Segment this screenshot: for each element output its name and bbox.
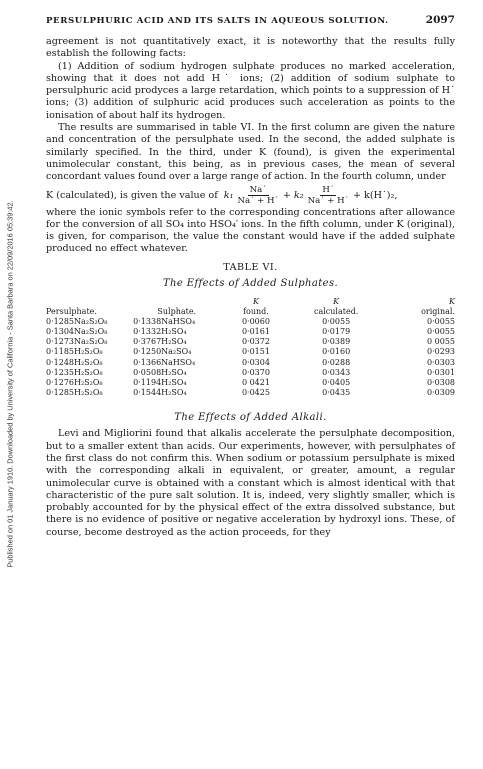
table-row bbox=[46, 388, 455, 398]
formula-k2: k₂ bbox=[293, 190, 304, 202]
cell-k-found: 0·0304 bbox=[241, 357, 270, 367]
cell-k-original: 0·0055 bbox=[427, 326, 455, 336]
cell-sulphate: 0·1332H₂SO₄ bbox=[133, 326, 187, 336]
page-header bbox=[46, 14, 455, 34]
formula-tail: + k(H˙)₂, bbox=[352, 190, 398, 202]
cell-k-calculated: 0·0179 bbox=[322, 326, 351, 336]
fraction-denominator: Na˙ + H˙ bbox=[237, 196, 279, 207]
table-caption: TABLE VI. bbox=[223, 261, 278, 273]
cell-persulphate: 0·1185H₂S₂O₈ bbox=[46, 347, 103, 357]
cell-k-found: 0·0370 bbox=[241, 367, 270, 377]
header-found-label: found. bbox=[243, 306, 269, 316]
table-title: The Effects of Added Sulphates. bbox=[162, 277, 339, 289]
paragraph-results-start: The results are summarised in table VI. In the first column are given the nature and concentration of the persulphate used. In the second, the added sulphate is similarly specified. In the third, under K (found), is given the experimental unimolecular constant, this being, as in previous cases, the mean of several concordant values found over a large range of action. In the fourth column, under bbox=[46, 122, 455, 183]
cell-k-original: 0·0309 bbox=[427, 388, 455, 398]
page bbox=[46, 14, 455, 539]
table-row bbox=[46, 347, 455, 357]
cell-k-calculated: 0·0389 bbox=[322, 337, 351, 347]
formula-fraction-sodium bbox=[235, 185, 280, 206]
cell-k-calculated: 0·0405 bbox=[322, 377, 351, 387]
fraction-numerator: H˙ bbox=[322, 185, 335, 196]
header-sulphate: Sulphate. bbox=[157, 306, 197, 316]
fraction-numerator: Na˙ bbox=[249, 185, 267, 196]
table-row bbox=[46, 317, 455, 327]
cell-sulphate: 0·1544H₂SO₄ bbox=[133, 388, 187, 398]
formula-fraction-hydrogen bbox=[306, 185, 351, 206]
table-row bbox=[46, 368, 455, 378]
cell-k-original: 0·0055 bbox=[427, 316, 455, 326]
cell-k-calculated: 0·0343 bbox=[322, 367, 351, 377]
cell-sulphate: 0·0508H₂SO₄ bbox=[133, 367, 187, 377]
paragraph-results-end: where the ionic symbols refer to the corresponding concentrations after allowance for the conversion of all SO₄ into HSO₄′ ions. In the fifth column, under K (original), is given, for comparison, the value the constant would have if the added sulphate produced no effect whatever. bbox=[46, 206, 455, 255]
paragraph-results bbox=[46, 122, 455, 256]
cell-k-calculated: 0·0435 bbox=[322, 388, 351, 398]
cell-sulphate: 0·1338NaHSO₄ bbox=[133, 316, 196, 326]
cell-k-original: 0·0308 bbox=[427, 377, 455, 387]
fraction-denominator: Na˙ + H˙ bbox=[307, 196, 349, 207]
formula-k1: k₁ bbox=[223, 190, 234, 202]
cell-persulphate: 0·1273Na₂S₂O₈ bbox=[46, 337, 108, 347]
table-body bbox=[46, 317, 455, 399]
cell-persulphate: 0·1285Na₂S₂O₈ bbox=[46, 316, 108, 326]
paragraph-intro: agreement is not quantitatively exact, it is noteworthy that the results fully establish the following facts: bbox=[46, 36, 455, 60]
cell-k-original: 0·0301 bbox=[427, 367, 455, 377]
cell-k-calculated: 0·0055 bbox=[322, 316, 351, 326]
section-title-alkali: The Effects of Added Alkali. bbox=[174, 412, 327, 424]
cell-k-found: 0·0060 bbox=[241, 316, 270, 326]
formula-plus: + bbox=[282, 190, 291, 202]
cell-persulphate: 0·1285H₂S₂O₈ bbox=[46, 388, 103, 398]
header-k-calculated bbox=[292, 297, 381, 317]
header-calculated-label: calculated. bbox=[313, 306, 359, 316]
table-header-row bbox=[46, 297, 455, 317]
table-row bbox=[46, 327, 455, 337]
cell-persulphate: 0·1235H₂S₂O₈ bbox=[46, 367, 103, 377]
cell-persulphate: 0·1276H₂S₂O₈ bbox=[46, 377, 103, 387]
download-watermark-sidebar bbox=[0, 0, 20, 769]
cell-k-found: 0·0372 bbox=[241, 337, 270, 347]
running-title: PERSULPHURIC ACID AND ITS SALTS IN AQUEOUS SOLUTION. bbox=[46, 16, 389, 26]
header-original-label: original. bbox=[421, 306, 455, 316]
cell-k-found: 0 0421 bbox=[241, 377, 270, 387]
formula-lead-text: K (calculated), is given the value of bbox=[46, 190, 218, 202]
cell-sulphate: 0·1194H₂SO₄ bbox=[133, 377, 187, 387]
formula-line bbox=[46, 185, 455, 207]
cell-k-calculated: 0·0160 bbox=[322, 347, 351, 357]
cell-k-original: 0·0303 bbox=[427, 357, 455, 367]
header-k-original bbox=[381, 297, 455, 317]
cell-k-original: 0·0293 bbox=[427, 347, 455, 357]
cell-sulphate: 0·1250Na₂SO₄ bbox=[133, 347, 192, 357]
paragraph-alkali: Levi and Migliorini found that alkalis accelerate the persulphate decomposition, but to a smaller extent than acids. Our experiments, however, with persulphates of the first class do not confirm this. When sodium or potassium persulphate is mixed with the corresponding alkali in equivalent, or greater, amount, a regular unimolecular curve is obtained with a constant which is almost identical with that characteristic of the pure salt solution. It is, indeed, very slightly smaller, which is probably accounted for by the physical effect of the extra dissolved substance, but there is no evidence of positive or negative acceleration by hydroxyl ions. These, of course, become destroyed as the action proceeds, for they bbox=[46, 428, 455, 538]
table-row bbox=[46, 337, 455, 347]
cell-k-found: 0·0425 bbox=[241, 388, 270, 398]
cell-sulphate: 0·1366NaHSO₄ bbox=[133, 357, 196, 367]
header-k-symbol: K bbox=[449, 296, 455, 306]
header-k-symbol: K bbox=[333, 296, 340, 306]
cell-persulphate: 0·1304Na₂S₂O₈ bbox=[46, 326, 108, 336]
table-row bbox=[46, 378, 455, 388]
cell-k-calculated: 0·0288 bbox=[322, 357, 351, 367]
header-k-found bbox=[220, 297, 291, 317]
cell-sulphate: 0·3767H₂SO₄ bbox=[133, 337, 187, 347]
page-number: 2097 bbox=[425, 14, 455, 26]
cell-k-original: 0 0055 bbox=[427, 337, 455, 347]
paragraph-facts: (1) Addition of sodium hydrogen sulphate produces no marked acceleration, showing that it does not add H˙ ions; (2) addition of sodium sulphate to persulphuric acid prodyces a large retardation, which points to a suppression of H˙ ions; (3) addition of sulphuric acid produces such acceleration as points to the ionisation of about half its hydrogen. bbox=[46, 60, 455, 121]
cell-k-found: 0·0161 bbox=[241, 326, 270, 336]
header-persulphate: Persulphate. bbox=[46, 306, 97, 316]
header-k-symbol: K bbox=[252, 296, 259, 306]
cell-persulphate: 0·1248H₂S₂O₈ bbox=[46, 357, 103, 367]
download-watermark-text: Published on 01 January 1910. Downloaded by University of California - Santa Barbara on 22/09/2016 05:39:42. bbox=[5, 200, 15, 568]
cell-k-found: 0·0151 bbox=[241, 347, 270, 357]
table-row bbox=[46, 358, 455, 368]
